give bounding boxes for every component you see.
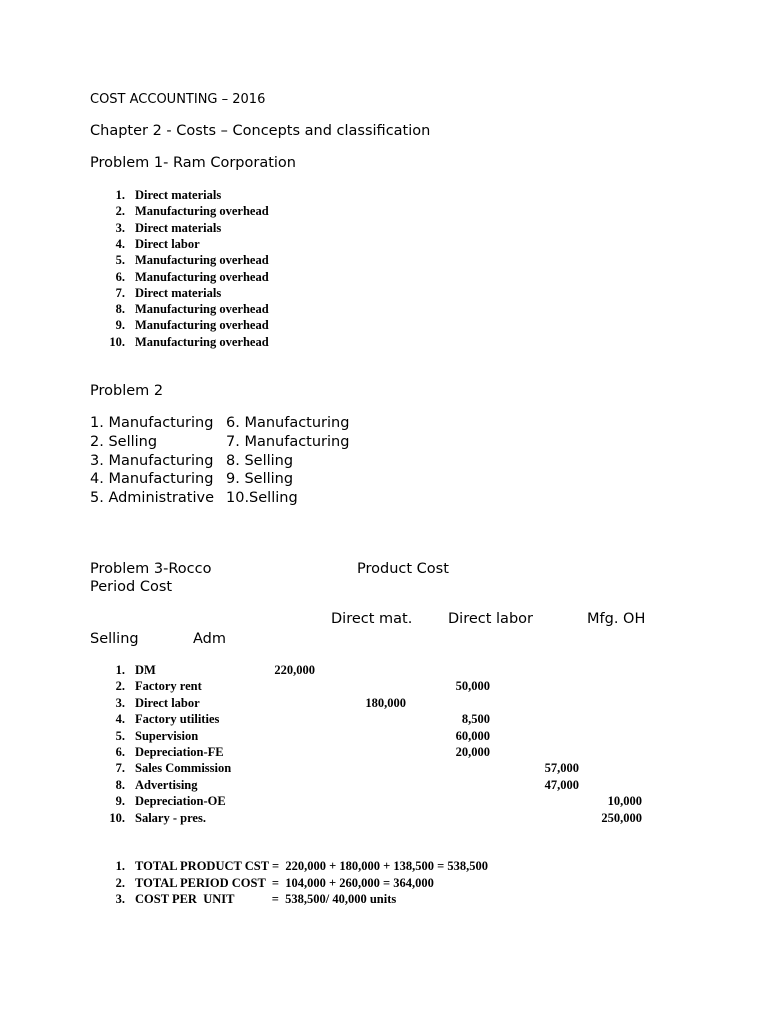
cost-amount: 20,000 — [455, 745, 490, 759]
problem3-title: Problem 3-Rocco — [90, 561, 212, 577]
col-direct-mat-header: Direct mat. — [331, 611, 413, 627]
answer-item: 6. Manufacturing — [226, 415, 350, 431]
list-item-number: 4. — [115, 712, 125, 727]
cost-item-label: Advertising — [135, 777, 198, 792]
answer-item: 9. Selling — [226, 471, 294, 488]
period-cost-heading: Period Cost — [90, 579, 173, 595]
cost-amount: 60,000 — [455, 728, 490, 743]
list-item-number: 3. — [115, 892, 125, 906]
cost-item-label: Direct labor — [135, 695, 200, 710]
list-item-text: Manufacturing overhead — [135, 253, 269, 268]
list-item-number: 1. — [115, 188, 125, 202]
list-item-number: 1. — [115, 663, 125, 677]
list-item-number: 6. — [115, 269, 125, 284]
col-adm-header: Adm — [193, 631, 226, 647]
list-item-number: 5. — [115, 728, 125, 743]
list-item-number: 9. — [115, 318, 125, 333]
answer-item: 2. Selling — [90, 433, 158, 450]
cost-amount: 47,000 — [544, 777, 579, 792]
list-item-text: Direct materials — [135, 220, 222, 235]
list-item-text: Manufacturing overhead — [135, 269, 269, 284]
document-title: COST ACCOUNTING – 2016 — [90, 92, 266, 107]
total-line: TOTAL PERIOD COST = 104,000 + 260,000 = 364,000 — [135, 875, 434, 890]
cost-item-label: Depreciation-FE — [135, 745, 224, 759]
answer-item: 4. Manufacturing — [90, 471, 214, 488]
col-mfg-oh-header: Mfg. OH — [587, 611, 646, 627]
cost-item-label: Supervision — [135, 728, 199, 743]
cost-amount: 220,000 — [274, 663, 315, 677]
list-item-number: 3. — [115, 695, 125, 710]
answer-item: 5. Administrative — [90, 490, 214, 507]
list-item-number: 9. — [115, 794, 125, 809]
list-item-number: 7. — [115, 285, 125, 300]
list-item-text: Manufacturing overhead — [135, 334, 269, 349]
cost-amount: 57,000 — [544, 761, 579, 776]
list-item-number: 7. — [115, 761, 125, 776]
total-line: COST PER UNIT = 538,500/ 40,000 units — [135, 892, 397, 906]
list-item-number: 8. — [115, 302, 125, 317]
cost-amount: 8,500 — [461, 712, 490, 727]
list-item-text: Direct materials — [135, 188, 222, 202]
answer-item: 8. Selling — [226, 452, 294, 469]
cost-item-label: Salary - pres. — [135, 810, 206, 825]
col-direct-labor-header: Direct labor — [448, 611, 533, 627]
cost-amount: 50,000 — [455, 679, 490, 694]
list-item-number: 2. — [115, 204, 125, 219]
list-item-text: Direct materials — [135, 285, 222, 300]
cost-item-label: Depreciation-OE — [135, 794, 226, 809]
list-item-text: Manufacturing overhead — [135, 302, 269, 317]
list-item-number: 4. — [115, 236, 125, 251]
list-item-text: Manufacturing overhead — [135, 204, 269, 219]
total-line: TOTAL PRODUCT CST = 220,000 + 180,000 + 138,500 = 538,500 — [135, 859, 488, 873]
list-item-number: 2. — [115, 679, 125, 694]
answer-item: 3. Manufacturing — [90, 452, 214, 469]
cost-amount: 10,000 — [607, 794, 642, 809]
problem2-title: Problem 2 — [90, 383, 164, 399]
answer-item: 7. Manufacturing — [226, 433, 350, 450]
cost-item-label: Factory utilities — [135, 712, 220, 727]
answer-item: 1. Manufacturing — [90, 415, 214, 431]
answer-item: 10.Selling — [226, 490, 298, 507]
list-item-number: 1. — [115, 859, 125, 873]
list-item-number: 8. — [115, 777, 125, 792]
problem1-title: Problem 1- Ram Corporation — [90, 155, 296, 171]
cost-item-label: DM — [135, 663, 156, 677]
list-item-number: 10. — [109, 810, 125, 825]
cost-amount: 180,000 — [365, 695, 406, 710]
list-item-number: 3. — [115, 220, 125, 235]
cost-item-label: Factory rent — [135, 679, 202, 694]
list-item-number: 10. — [109, 334, 125, 349]
list-item-text: Manufacturing overhead — [135, 318, 269, 333]
list-item-number: 5. — [115, 253, 125, 268]
list-item-text: Direct labor — [135, 236, 200, 251]
list-item-number: 2. — [115, 875, 125, 890]
product-cost-heading: Product Cost — [357, 561, 449, 577]
col-selling-header: Selling — [90, 631, 139, 647]
list-item-number: 6. — [115, 745, 125, 759]
chapter-title: Chapter 2 - Costs – Concepts and classification — [90, 123, 431, 139]
cost-amount: 250,000 — [601, 810, 642, 825]
cost-item-label: Sales Commission — [135, 761, 232, 776]
